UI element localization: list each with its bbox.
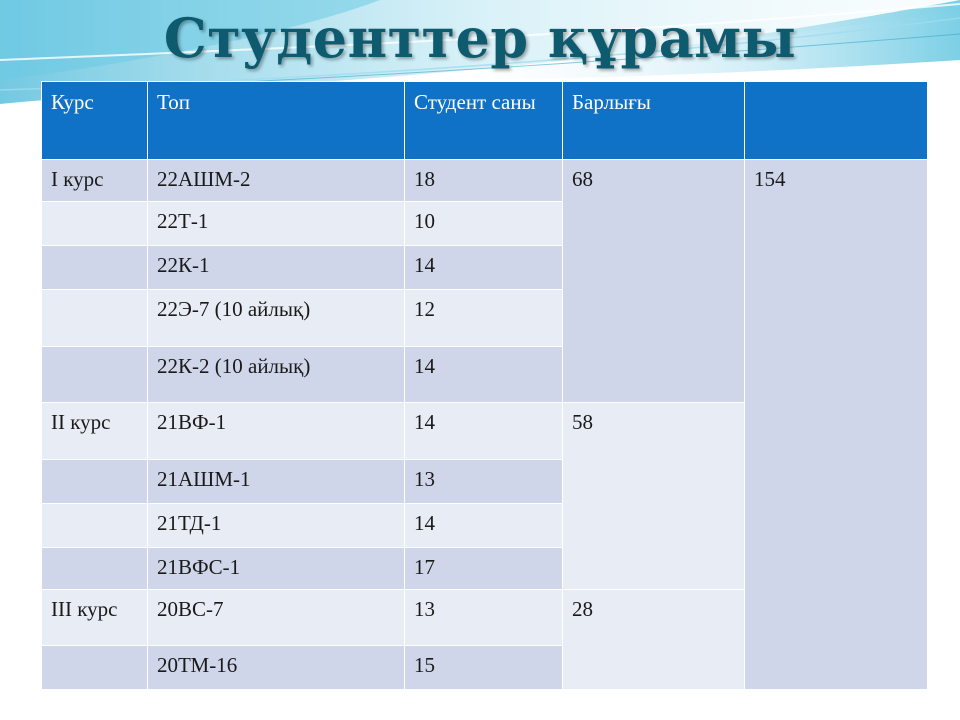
count-cell: 12: [405, 290, 563, 347]
course-cell: [42, 504, 148, 548]
group-cell: 20ВС-7: [148, 590, 405, 646]
header-group: Топ: [148, 82, 405, 160]
group-cell: 21ВФ-1: [148, 403, 405, 460]
group-cell: 22АШМ-2: [148, 160, 405, 202]
course-cell: [42, 290, 148, 347]
count-cell: 14: [405, 504, 563, 548]
course-cell: [42, 646, 148, 690]
group-cell: 22Э-7 (10 айлық): [148, 290, 405, 347]
course-cell: [42, 460, 148, 504]
course-cell: [42, 347, 148, 403]
course-cell: [42, 246, 148, 290]
course-cell: [42, 202, 148, 246]
header-student-count: Студент саны: [405, 82, 563, 160]
group-cell: 22Т-1: [148, 202, 405, 246]
course-cell: III курс: [42, 590, 148, 646]
course-cell: [42, 548, 148, 590]
header-course: Курс: [42, 82, 148, 160]
slide-title: Студенттер құрамы: [163, 6, 797, 70]
group-cell: 21ТД-1: [148, 504, 405, 548]
grand-total-cell: 154: [745, 160, 928, 690]
course-total-cell: 28: [563, 590, 745, 690]
count-cell: 13: [405, 590, 563, 646]
count-cell: 14: [405, 347, 563, 403]
students-table: [41, 81, 928, 690]
group-cell: 21ВФС-1: [148, 548, 405, 590]
group-cell: 22К-1: [148, 246, 405, 290]
count-cell: 14: [405, 246, 563, 290]
group-cell: 21АШМ-1: [148, 460, 405, 504]
count-cell: 18: [405, 160, 563, 202]
course-total-cell: 58: [563, 403, 745, 590]
course-cell: II курс: [42, 403, 148, 460]
course-cell: I курс: [42, 160, 148, 202]
count-cell: 10: [405, 202, 563, 246]
table-header-row: [42, 82, 928, 160]
header-grand-total: [745, 82, 928, 160]
count-cell: 17: [405, 548, 563, 590]
group-cell: 22К-2 (10 айлық): [148, 347, 405, 403]
count-cell: 13: [405, 460, 563, 504]
count-cell: 15: [405, 646, 563, 690]
header-total: Барлығы: [563, 82, 745, 160]
count-cell: 14: [405, 403, 563, 460]
group-cell: 20ТМ-16: [148, 646, 405, 690]
course-total-cell: 68: [563, 160, 745, 403]
table-row: [42, 160, 928, 202]
